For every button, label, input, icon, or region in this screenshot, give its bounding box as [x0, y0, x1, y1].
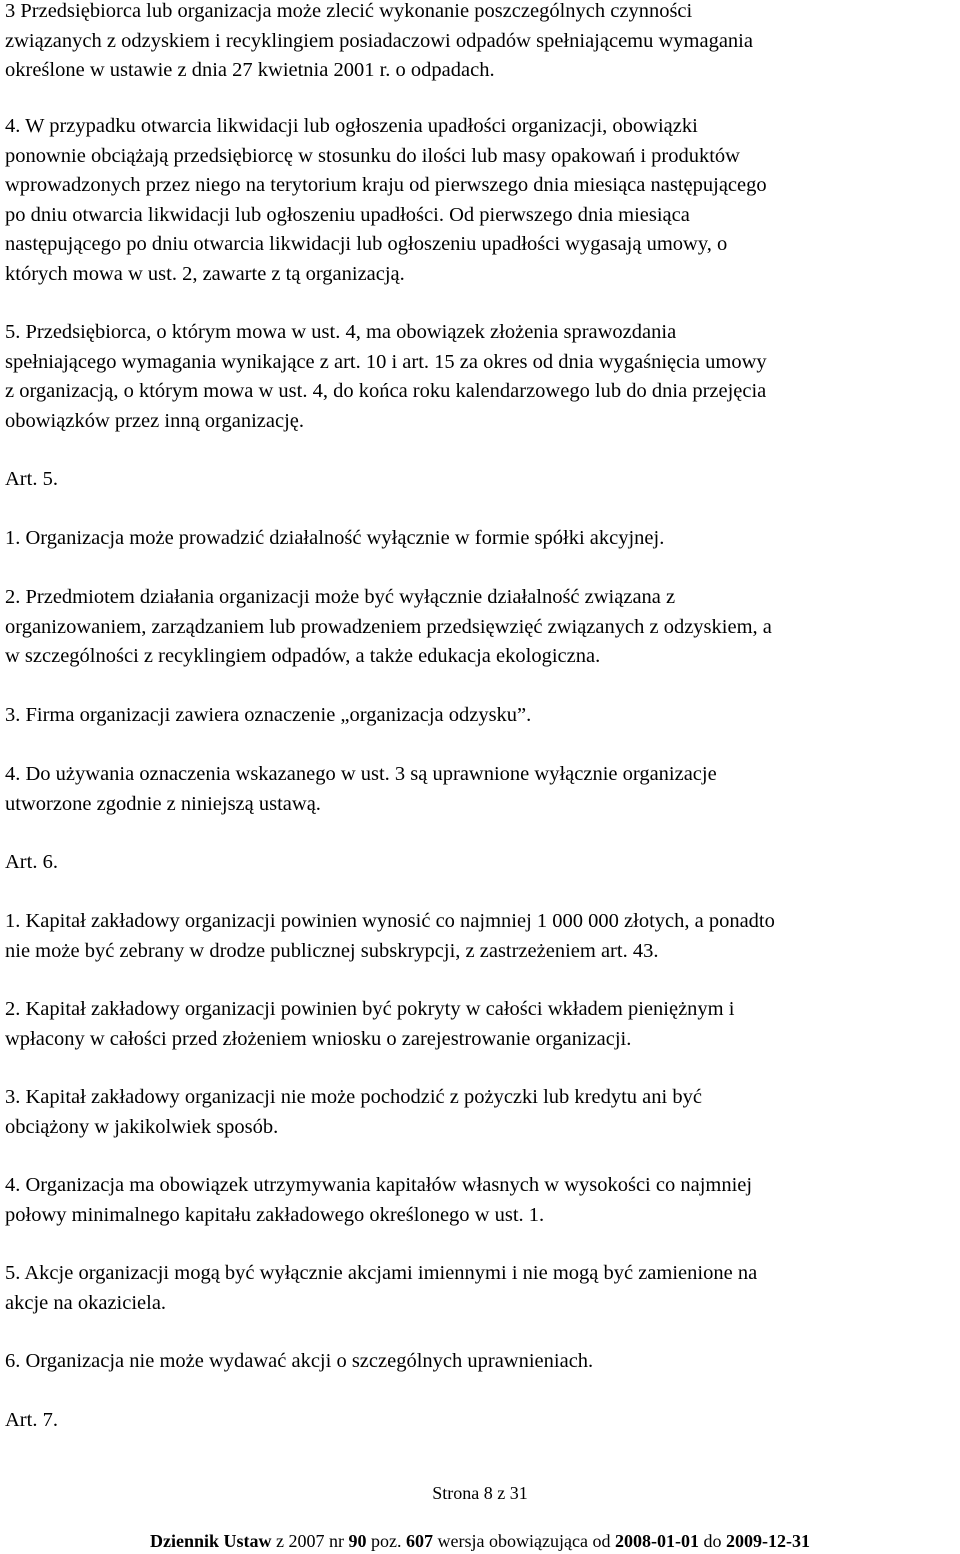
article-5-paragraph-1 [5, 524, 664, 554]
journal-position: 607 [406, 1531, 434, 1551]
text-line: 1. Organizacja może prowadzić działalność wyłącznie w formie spółki akcyjnej. [5, 527, 665, 549]
article-6-heading [5, 848, 58, 878]
text-line: z organizacją, o którym mowa w ust. 4, do końca roku kalendarzowego lub do dnia przejęcia [5, 380, 767, 402]
journal-year-prefix: z 2007 nr [276, 1531, 345, 1551]
text-line: 3. Kapitał zakładowy organizacji nie może pochodzić z pożyczki lub kredytu ani być [5, 1086, 702, 1108]
text-line: 6. Organizacja nie może wydawać akcji o szczególnych uprawnieniach. [5, 1350, 594, 1372]
text-line: wpłacony w całości przed złożeniem wniosku o zarejestrowanie organizacji. [5, 1027, 632, 1050]
article-5-paragraph-3 [5, 701, 531, 731]
text-line: 2. Przedmiotem działania organizacji może być wyłącznie działalność związana z [5, 586, 676, 608]
text-line: obowiązków przez inną organizację. [5, 409, 305, 432]
journal-version-label: wersja obowiązująca od [437, 1531, 611, 1551]
text-line: 5. Przedsiębiorca, o którym mowa w ust. 4, ma obowiązek złożenia sprawozdania [5, 321, 677, 343]
text-line: Art. 5. [5, 468, 58, 490]
article-5-paragraph-2 [5, 583, 772, 672]
text-line: 1. Kapitał zakładowy organizacji powinien wynosić co najmniej 1 000 000 złotych, a ponadto [5, 910, 775, 932]
journal-footer [0, 1529, 960, 1553]
text-line: po dniu otwarcia likwidacji lub ogłoszeniu upadłości. Od pierwszego dnia miesiąca [5, 203, 690, 226]
journal-valid-from: 2008-01-01 [614, 1531, 699, 1551]
text-line: Art. 6. [5, 851, 58, 873]
journal-name: Dziennik Ustaw [150, 1531, 272, 1551]
journal-to-label: do [703, 1531, 722, 1551]
text-line: 4. Organizacja ma obowiązek utrzymywania kapitałów własnych w wysokości co najmniej [5, 1174, 753, 1196]
article-7-heading [5, 1406, 58, 1436]
text-line: organizowaniem, zarządzaniem lub prowadzeniem przedsięwzięć związanych z odzyskiem, a [5, 615, 772, 638]
article-6-paragraph-5 [5, 1259, 757, 1318]
paragraph-5 [5, 318, 767, 436]
text-line: utworzone zgodnie z niniejszą ustawą. [5, 792, 321, 815]
text-line: 4. Do używania oznaczenia wskazanego w ust. 3 są uprawnione wyłącznie organizacje [5, 763, 717, 785]
text-line: akcje na okaziciela. [5, 1291, 167, 1314]
text-line: określone w ustawie z dnia 27 kwietnia 2001 r. o odpadach. [5, 59, 495, 81]
text-line: związanych z odzyskiem i recyklingiem posiadaczowi odpadów spełniającemu wymagania [5, 29, 753, 52]
article-6-paragraph-3 [5, 1083, 702, 1142]
text-line: 4. W przypadku otwarcia likwidacji lub ogłoszenia upadłości organizacji, obowiązki [5, 115, 698, 137]
journal-poz-label: poz. [371, 1531, 402, 1551]
text-line: ponownie obciążają przedsiębiorcę w stosunku do ilości lub masy opakowań i produktów [5, 144, 740, 167]
text-line: w szczególności z recyklingiem odpadów, a także edukacja ekologiczna. [5, 645, 601, 667]
article-5-paragraph-4 [5, 760, 717, 819]
text-line: połowy minimalnego kapitału zakładowego określonego w ust. 1. [5, 1203, 545, 1226]
text-line: nie może być zebrany w drodze publicznej subskrypcji, z zastrzeżeniem art. 43. [5, 939, 659, 962]
paragraph-4 [5, 112, 767, 289]
text-line: obciążony w jakikolwiek sposób. [5, 1115, 279, 1138]
text-line: spełniającego wymagania wynikające z art. 10 i art. 15 za okres od dnia wygaśnięcia umowy [5, 350, 767, 373]
journal-valid-to: 2009-12-31 [725, 1531, 810, 1551]
text-line: następującego po dniu otwarcia likwidacji lub ogłoszeniu upadłości wygasają umowy, o [5, 233, 728, 255]
article-6-paragraph-6 [5, 1347, 593, 1377]
paragraph-3-continuation [5, 0, 753, 86]
article-5-heading [5, 465, 58, 495]
article-6-paragraph-2 [5, 995, 734, 1054]
text-line: Art. 7. [5, 1409, 58, 1431]
text-line: 3. Firma organizacji zawiera oznaczenie „organizacja odzysku”. [5, 704, 532, 726]
article-6-paragraph-4 [5, 1171, 752, 1230]
text-line: których mowa w ust. 2, zawarte z tą organizacją. [5, 262, 405, 285]
journal-number: 90 [348, 1531, 367, 1551]
page-number: Strona 8 z 31 [432, 1483, 528, 1503]
article-6-paragraph-1 [5, 907, 775, 966]
text-line: 5. Akcje organizacji mogą być wyłącznie akcjami imiennymi i nie mogą być zamienione na [5, 1262, 758, 1284]
text-line: 2. Kapitał zakładowy organizacji powinien być pokryty w całości wkładem pieniężnym i [5, 998, 735, 1020]
text-line: wprowadzonych przez niego na terytorium kraju od pierwszego dnia miesiąca następującego [5, 174, 767, 196]
text-line: 3 Przedsiębiorca lub organizacja może zlecić wykonanie poszczególnych czynności [5, 0, 693, 22]
